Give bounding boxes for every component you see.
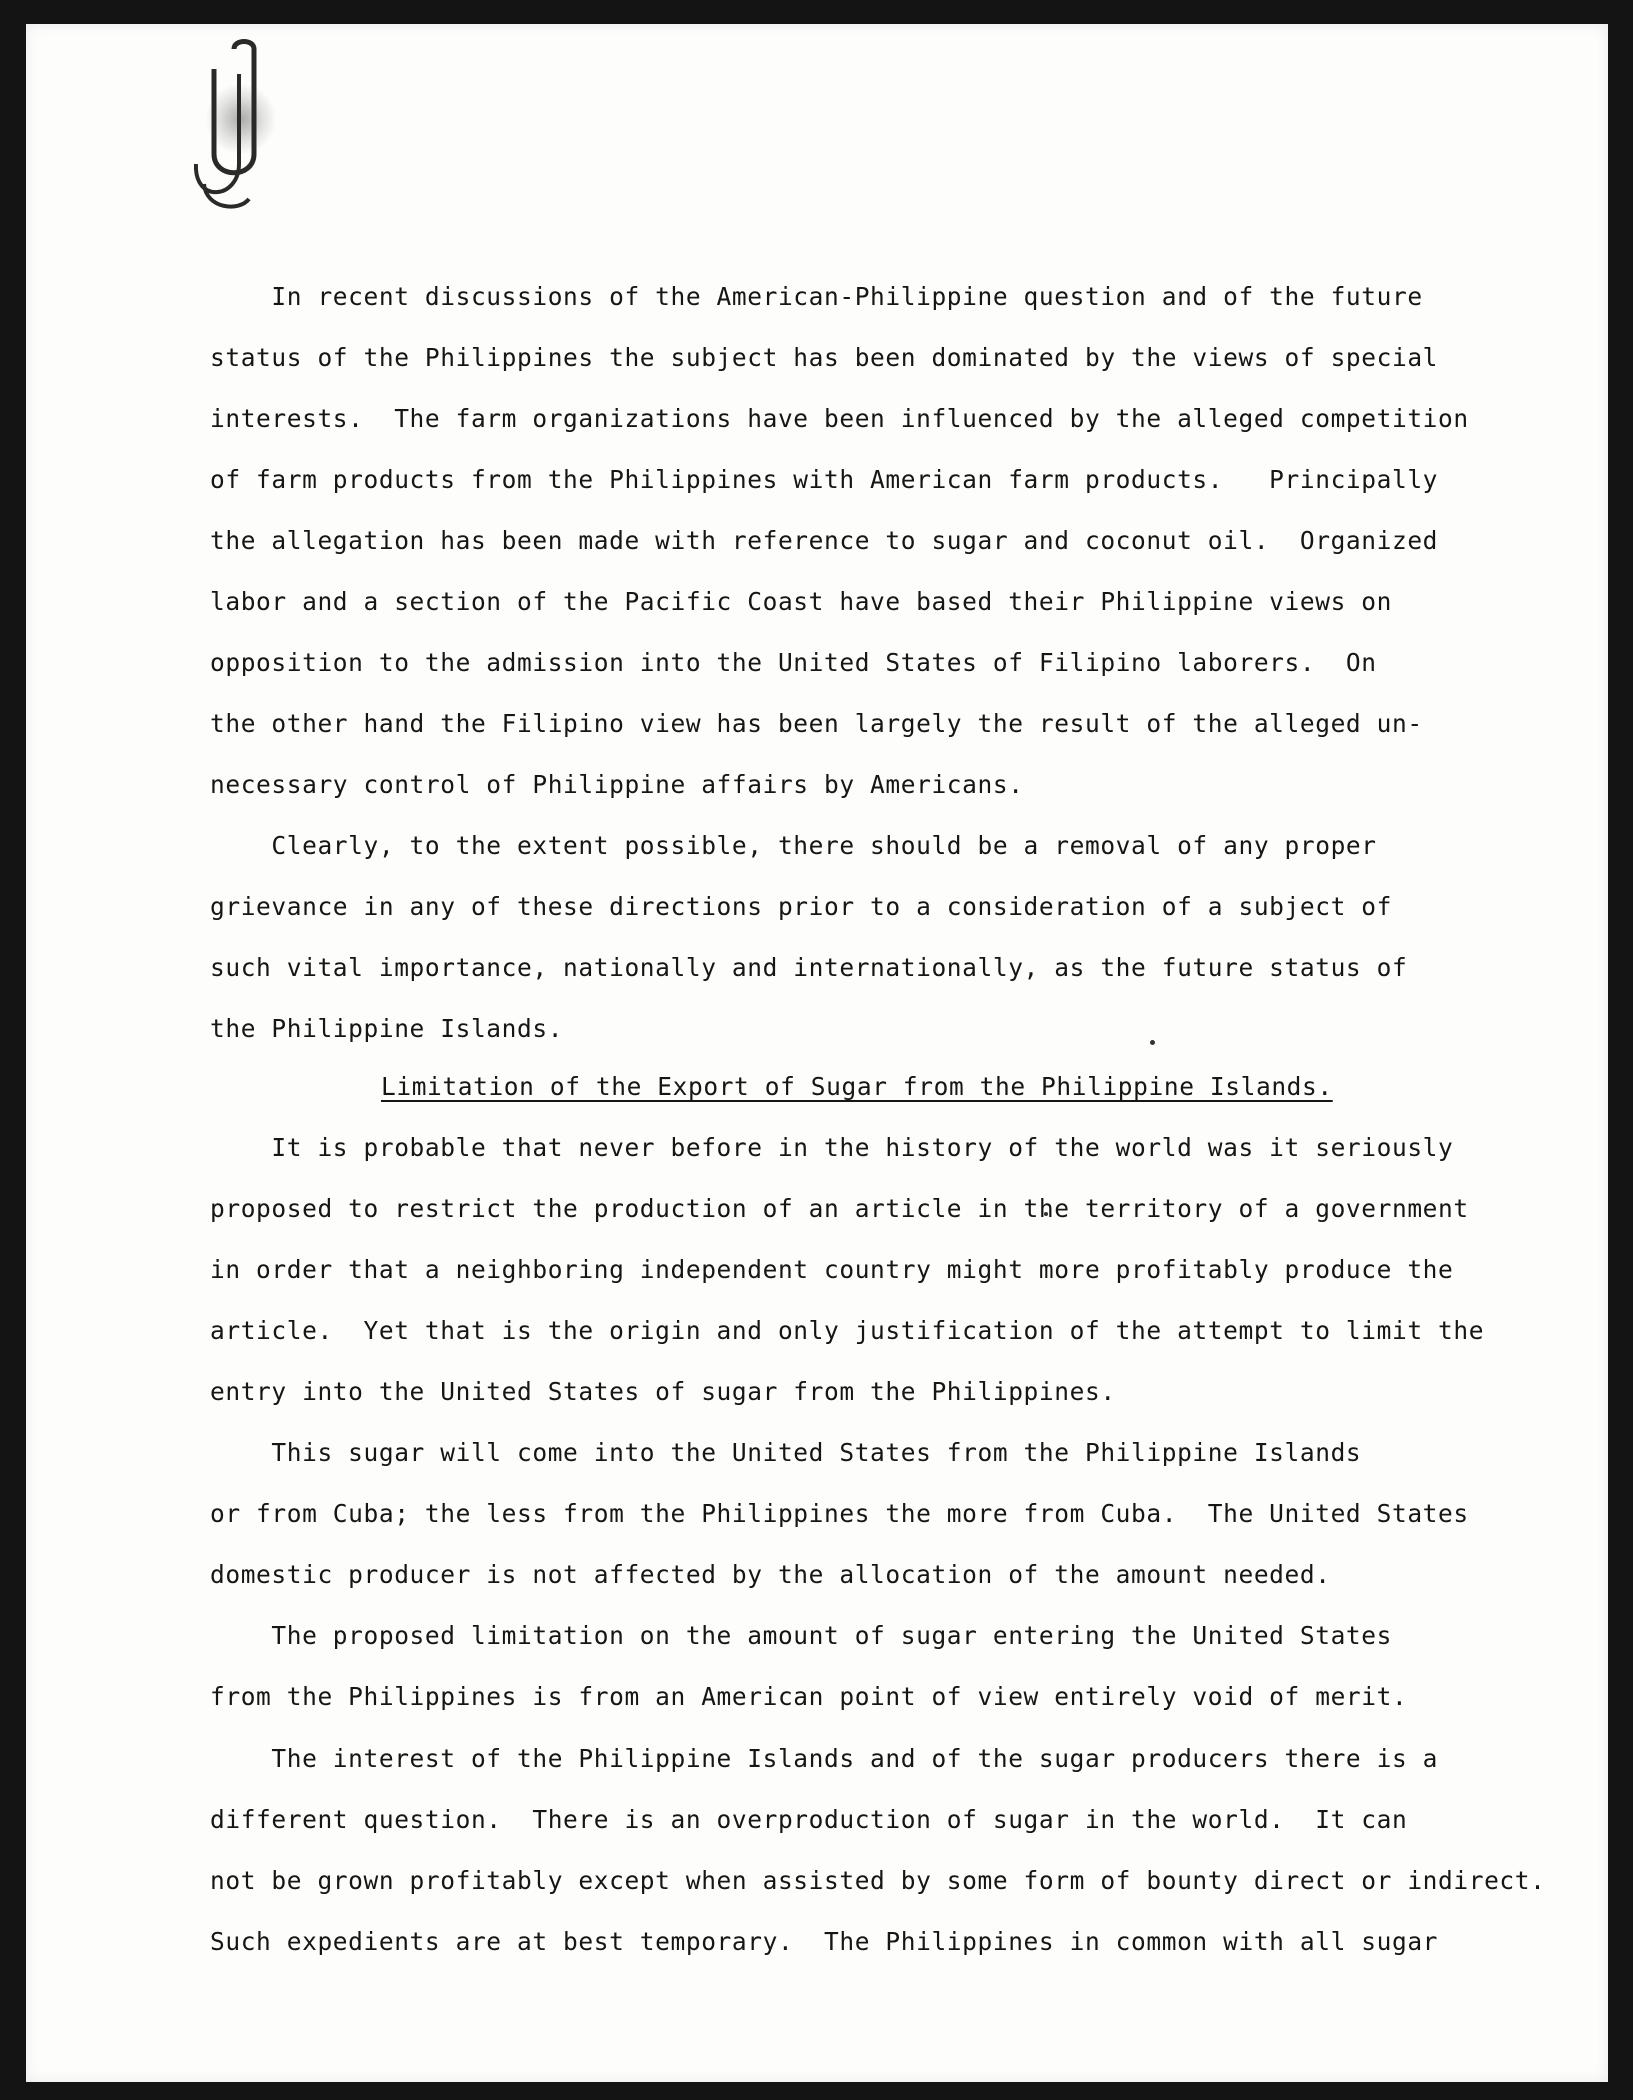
p2-line-2: grievance in any of these directions prior to a consideration of a subject of <box>210 892 1392 921</box>
p1-line-5: the allegation has been made with reference to sugar and coconut oil. Organized <box>210 526 1439 555</box>
paperclip-icon <box>194 34 304 224</box>
p6-line-2: different question. There is an overproduction of sugar in the world. It can <box>210 1805 1408 1834</box>
p1-line-2: status of the Philippines the subject has been dominated by the views of special <box>210 343 1439 372</box>
p3-line-4: article. Yet that is the origin and only justification of the attempt to limit the <box>210 1316 1485 1345</box>
p4-line-1: This sugar will come into the United States from the Philippine Islands <box>210 1438 1362 1467</box>
p1-line-3: interests. The farm organizations have been influenced by the alleged competition <box>210 404 1469 433</box>
p6-line-1: The interest of the Philippine Islands and of the sugar producers there is a <box>210 1744 1439 1773</box>
p2-line-4: the Philippine Islands. <box>210 1014 564 1043</box>
p6-line-3: not be grown profitably except when assisted by some form of bounty direct or indirect. <box>210 1866 1546 1895</box>
p3-line-2: proposed to restrict the production of an article in the territory of a government <box>210 1194 1469 1223</box>
section-heading: Limitation of the Export of Sugar from the Philippine Islands. <box>381 1072 1333 1101</box>
p1-line-7: opposition to the admission into the United States of Filipino laborers. On <box>210 648 1377 677</box>
p1-line-9: necessary control of Philippine affairs by Americans. <box>210 770 1024 799</box>
p4-line-2: or from Cuba; the less from the Philippines the more from Cuba. The United States <box>210 1499 1469 1528</box>
p5-line-2: from the Philippines is from an American point of view entirely void of merit. <box>210 1682 1408 1711</box>
p3-line-1: It is probable that never before in the history of the world was it seriously <box>210 1133 1454 1162</box>
p1-line-1: In recent discussions of the American-Philippine question and of the future <box>210 282 1423 311</box>
p6-line-4: Such expedients are at best temporary. The Philippines in common with all sugar <box>210 1927 1439 1956</box>
p4-line-3: domestic producer is not affected by the allocation of the amount needed. <box>210 1560 1331 1589</box>
typewritten-page <box>26 24 1608 2082</box>
p2-line-3: such vital importance, nationally and internationally, as the future status of <box>210 953 1408 982</box>
p3-line-5: entry into the United States of sugar from the Philippines. <box>210 1377 1116 1406</box>
p2-line-1: Clearly, to the extent possible, there should be a removal of any proper <box>210 831 1377 860</box>
paper-speck <box>1150 1040 1155 1045</box>
p1-line-4: of farm products from the Philippines with American farm products. Principally <box>210 465 1439 494</box>
p1-line-8: the other hand the Filipino view has been largely the result of the alleged un- <box>210 709 1423 738</box>
p3-line-3: in order that a neighboring independent country might more profitably produce the <box>210 1255 1454 1284</box>
p5-line-1: The proposed limitation on the amount of sugar entering the United States <box>210 1621 1392 1650</box>
p1-line-6: labor and a section of the Pacific Coast have based their Philippine views on <box>210 587 1392 616</box>
